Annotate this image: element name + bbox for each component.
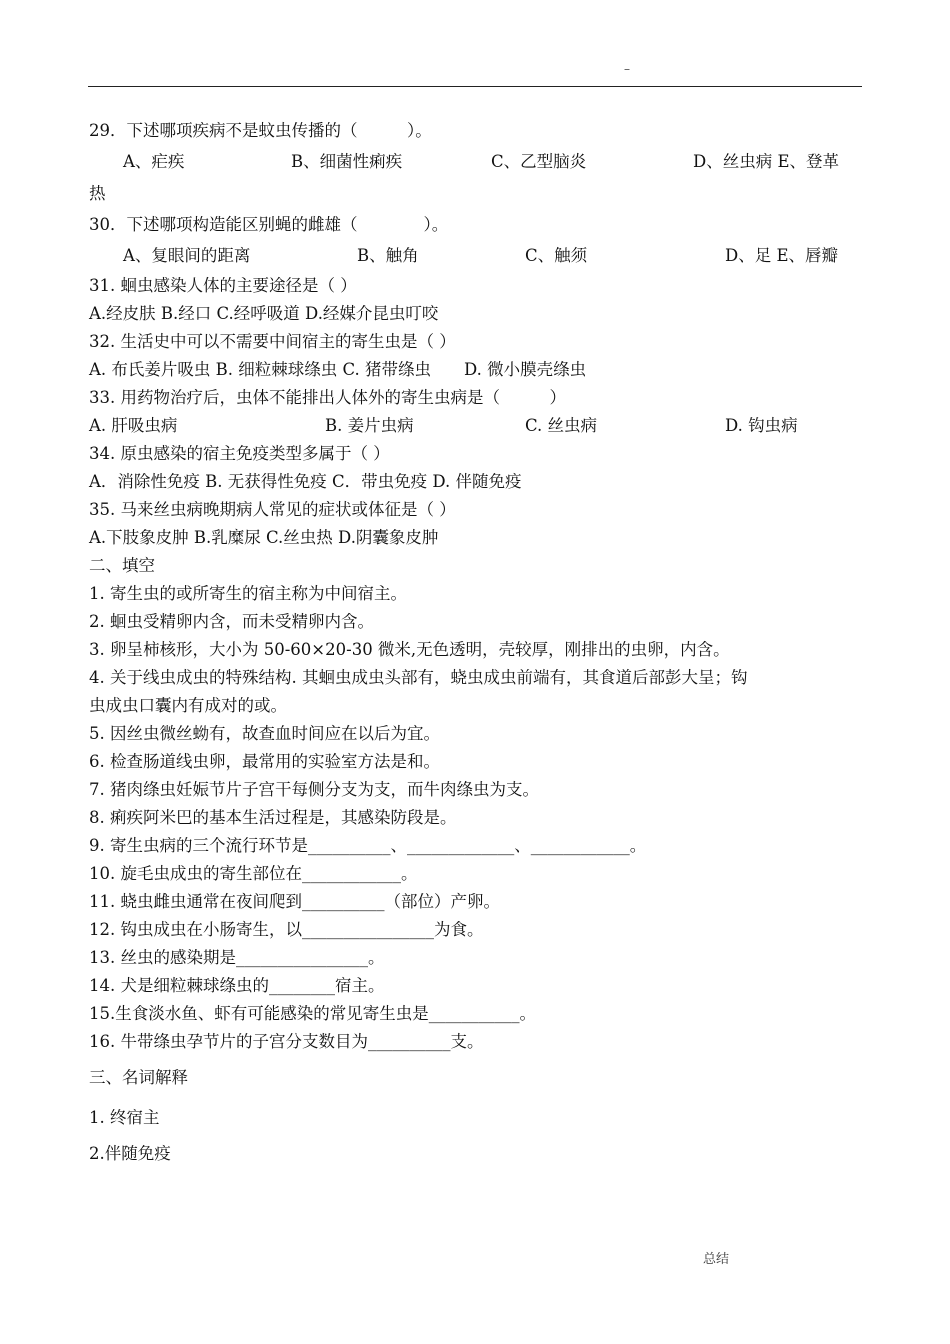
document-body — [89, 115, 864, 1168]
fill-item: 5. 因丝虫微丝蚴有，故查血时间应在以后为宜。 — [89, 724, 440, 743]
fill-item: 4. 关于线虫成虫的特殊结构. 其蛔虫成虫头部有，蛲虫成虫前端有，其食道后部彭大呈；钩 — [89, 668, 748, 687]
section2-title: 二、填空 — [89, 556, 155, 575]
fill-item: 12. 钩虫成虫在小肠寄生，以________________为食。 — [89, 920, 484, 939]
q29-option-d: D、丝虫病 E、登革 — [693, 152, 840, 171]
fill-item: 8. 痢疾阿米巴的基本生活过程是，其感染防段是。 — [89, 808, 457, 827]
term-item: 2.伴随免疫 — [89, 1144, 171, 1163]
fill-item: 虫成虫口囊内有成对的或。 — [89, 696, 287, 715]
header-rule — [88, 86, 862, 87]
fill-item: 3. 卵呈柿核形，大小为 50-60×20-30 微米,无色透明，壳较厚，刚排出的虫卵，内含。 — [89, 640, 730, 659]
q31-options: A.经皮肤 B.经口 C.经呼吸道 D.经媒介昆虫叮咬 — [89, 304, 439, 323]
fill-item: 9. 寄生虫病的三个流行环节是__________、_____________、____________。 — [89, 836, 647, 855]
q29-option-a: A、疟疾 — [123, 152, 185, 171]
fill-item: 10. 旋毛虫成虫的寄生部位在____________。 — [89, 864, 418, 883]
footer-label: 总结 — [703, 1252, 730, 1267]
q33-stem: 33. 用药物治疗后，虫体不能排出人体外的寄生虫病是（ ） — [89, 388, 566, 407]
q34-stem: 34. 原虫感染的宿主免疫类型多属于（ ） — [89, 444, 390, 463]
q30-option-d: D、足 E、唇瓣 — [725, 246, 839, 265]
fill-item: 11. 蛲虫雌虫通常在夜间爬到__________（部位）产卵。 — [89, 892, 500, 911]
q31-stem: 31. 蛔虫感染人体的主要途径是（ ） — [89, 276, 357, 295]
q30-stem: 30．下述哪项构造能区别蝇的雌雄（ ）。 — [89, 215, 449, 234]
q33-option-a: A. 肝吸虫病 — [89, 416, 178, 435]
q33-option-b: B. 姜片虫病 — [325, 416, 414, 435]
q33-option-d: D. 钩虫病 — [725, 416, 798, 435]
q35-stem: 35. 马来丝虫病晚期病人常见的症状或体征是（ ） — [89, 500, 456, 519]
q30-options — [89, 240, 864, 272]
q30-option-c: C、触须 — [525, 246, 588, 265]
q33-option-c: C. 丝虫病 — [525, 416, 598, 435]
fill-item: 2. 蛔虫受精卵内含，而未受精卵内含。 — [89, 612, 374, 631]
q29-option-b: B、细菌性痢疾 — [291, 152, 403, 171]
term-item: 1. 终宿主 — [89, 1108, 160, 1127]
q30-option-a: A、复眼间的距离 — [123, 246, 251, 265]
section3-title: 三、名词解释 — [89, 1068, 188, 1087]
q35-options: A.下肢象皮肿 B.乳糜尿 C.丝虫热 D.阴囊象皮肿 — [89, 528, 439, 547]
fill-item: 13. 丝虫的感染期是________________。 — [89, 948, 385, 967]
q30-option-b: B、触角 — [357, 246, 419, 265]
fill-item: 15.生食淡水鱼、虾有可能感染的常见寄生虫是___________。 — [89, 1004, 536, 1023]
q29-stem: 29．下述哪项疾病不是蚊虫传播的（ ）。 — [89, 121, 432, 140]
fill-item: 14. 犬是细粒棘球绦虫的________宿主。 — [89, 976, 385, 995]
header-mark: – — [624, 62, 630, 76]
q32-stem: 32. 生活史中可以不需要中间宿主的寄生虫是（ ） — [89, 332, 456, 351]
fill-item: 6. 检查肠道线虫卵，最常用的实验室方法是和。 — [89, 752, 440, 771]
q29-options — [89, 146, 864, 178]
q33-options — [89, 412, 864, 440]
q29-continuation: 热 — [89, 184, 106, 203]
q34-options: A．消除性免疫 B. 无获得性免疫 C．带虫免疫 D. 伴随免疫 — [89, 472, 522, 491]
q29-option-c: C、乙型脑炎 — [491, 152, 587, 171]
fill-item: 7. 猪肉绦虫妊娠节片子宫干每侧分支为支，而牛肉绦虫为支。 — [89, 780, 539, 799]
q32-options: A. 布氏姜片吸虫 B. 细粒棘球绦虫 C. 猪带绦虫 D. 微小膜壳绦虫 — [89, 360, 587, 379]
fill-item: 1. 寄生虫的或所寄生的宿主称为中间宿主。 — [89, 584, 407, 603]
fill-item: 16. 牛带绦虫孕节片的子宫分支数目为__________支。 — [89, 1032, 484, 1051]
